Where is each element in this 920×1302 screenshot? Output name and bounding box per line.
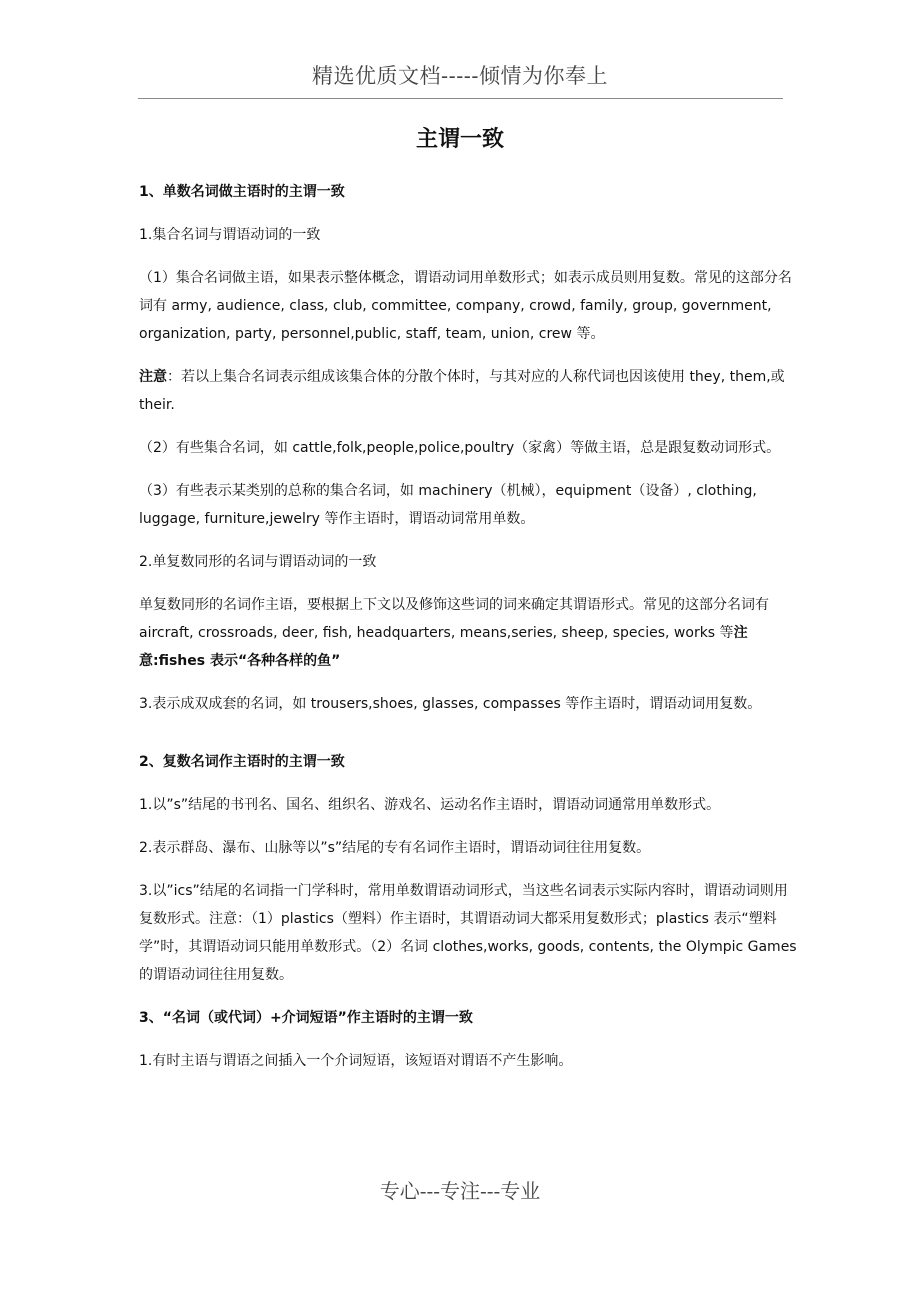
section-2-paragraph-2: 2.表示群岛、瀑布、山脉等以”s”结尾的专有名词作主语时，谓语动词往往用复数。 xyxy=(139,840,651,856)
section-1-paragraph-2: （2）有些集合名词，如 cattle,folk,people,police,poultry（家禽）等做主语，总是跟复数动词形式。 xyxy=(139,440,781,456)
paragraph-4-text: 单复数同形的名词作主语，要根据上下文以及修饰这些词的词来确定其谓语形式。常见的这部分名词有 aircraft, crossroads, deer, fish, headquarters, means,series, sheep, species, works 等 xyxy=(139,597,769,641)
section-1-subheading-2: 2.单复数同形的名词与谓语动词的一致 xyxy=(139,554,377,570)
document-title: 主谓一致 xyxy=(415,127,504,152)
section-2-heading: 2、复数名词作主语时的主谓一致 xyxy=(139,754,345,770)
document-body xyxy=(139,178,799,1090)
header-divider xyxy=(138,98,783,99)
section-1-paragraph-5: 3.表示成双成套的名词，如 trousers,shoes, glasses, compasses 等作主语时，谓语动词用复数。 xyxy=(139,696,762,712)
section-1-note xyxy=(139,363,799,419)
paragraph-4-note: 注意:fishes 表示“各种各样的鱼” xyxy=(139,625,748,669)
page-footer: 专心---专注---专业 xyxy=(379,1179,541,1203)
page-header: 精选优质文档-----倾情为你奉上 xyxy=(312,64,608,88)
section-3-paragraph-1: 1.有时主语与谓语之间插入一个介词短语，该短语对谓语不产生影响。 xyxy=(139,1053,573,1069)
section-2-paragraph-3: 3.以”ics”结尾的名词指一门学科时，常用单数谓语动词形式，当这些名词表示实际内容时，谓语动词则用复数形式。注意：（1）plastics（塑料）作主语时，其谓语动词大都采用复数形式；plastics 表示“塑料学”时，其谓语动词只能用单数形式。（2）名词 clothes,works, goods, contents, the Olympic Games 的谓语动词往往用复数。 xyxy=(139,883,797,983)
section-1-paragraph-4 xyxy=(139,591,799,675)
section-1-heading: 1、单数名词做主语时的主谓一致 xyxy=(139,184,345,200)
note-label: 注意 xyxy=(139,369,167,385)
section-1-paragraph-1: （1）集合名词做主语，如果表示整体概念，谓语动词用单数形式；如表示成员则用复数。常见的这部分名词有 army, audience, class, club, committee, company, crowd, family, group, government, organization, party, personnel,public, staff, team, union, crew 等。 xyxy=(139,270,792,342)
note-text: ：若以上集合名词表示组成该集合体的分散个体时，与其对应的人称代词也因该使用 they, them,或 their. xyxy=(139,369,785,413)
section-1-subheading-1: 1.集合名词与谓语动词的一致 xyxy=(139,227,321,243)
section-2-paragraph-1: 1.以”s”结尾的书刊名、国名、组织名、游戏名、运动名作主语时，谓语动词通常用单数形式。 xyxy=(139,797,721,813)
section-1-paragraph-3: （3）有些表示某类别的总称的集合名词，如 machinery（机械），equipment（设备）, clothing, luggage, furniture,jewelry 等作主语时，谓语动词常用单数。 xyxy=(139,483,757,527)
section-3-heading: 3、“名词（或代词）+介词短语”作主语时的主谓一致 xyxy=(139,1010,473,1026)
